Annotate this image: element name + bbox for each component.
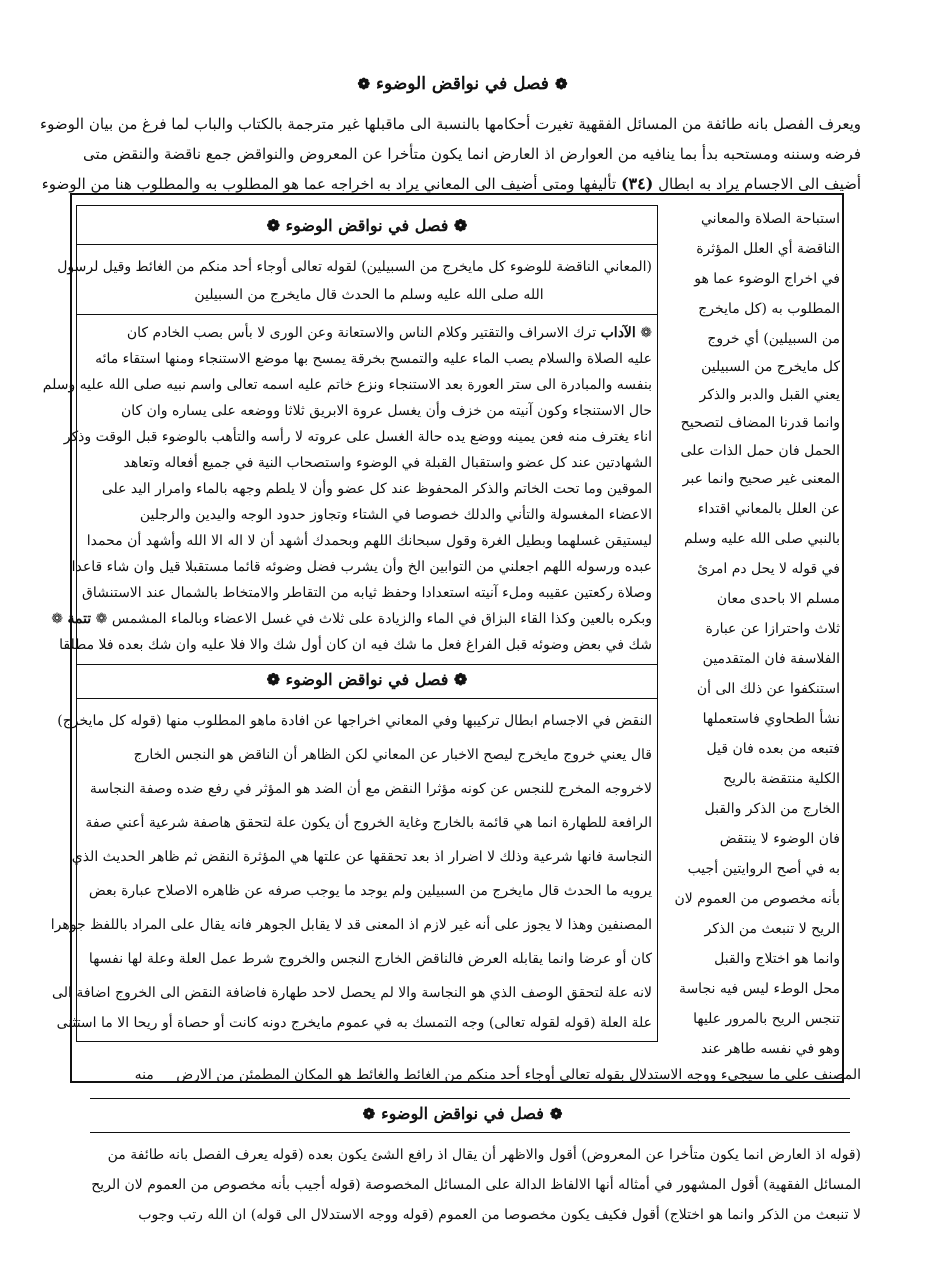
tatimma-line: شك في بعض وضوئه قبل الفراغ فعل ما شك فيه ان كان أول شك والا فلا عليه وان شك بعده فلا مطلقا — [59, 637, 652, 653]
adab-line: اناء يغترف منه فعن يمينه ووضع يده حالة الغسل على عروته لا رأسه والتأهب بالوضوء قبل الوقت وذكر — [63, 429, 652, 445]
margin-line: في اخراج الوضوء عما هو — [694, 271, 840, 287]
margin-line: من السبيلين) أي خروج — [707, 331, 840, 347]
page-number: (٣٤) — [620, 174, 654, 193]
adab-line: عبده ورسوله اللهم اجعلني من التوابين الخ وأن يشرب فضل وضوئه قائما مستقبلا قيل وان شاء قاعدا — [71, 559, 652, 575]
margin-line: فان الوضوء لا ينتقض — [719, 831, 840, 847]
sharh-line: كان أو عرضا وانما يقابله العرض فالناقض الخارج النجس والخروج شرط عمل العلة وعلة لها نفسها — [88, 951, 652, 967]
top-text-line: ويعرف الفصل بانه طائفة من المسائل الفقهية تغيرت أحكامها بالنسبة الى ماقبلها غير مترجمة بالكتاب والباب لما فرغ من بيان الوضوء — [40, 115, 861, 133]
tatimma-tag: تتمة — [67, 611, 92, 627]
ornament-icon: ❁ — [549, 1105, 563, 1123]
footer-header: ❁فصل في نواقض الوضوء❁ — [362, 1104, 563, 1123]
margin-line: المطلوب به (كل مايخرج — [698, 301, 840, 317]
divider — [76, 314, 658, 315]
adab-line: الموقين وما تحت الخاتم والذكر المحفوظ عند كل عضو وأن لا يلطم وجهه بالماء وامرار اليد على — [101, 481, 652, 497]
adab-tag: الآداب — [600, 325, 636, 341]
ornament-icon: ❁ — [554, 75, 568, 93]
divider — [76, 698, 658, 699]
tatimma-line: وبكره بالعين وكذا القاء البزاق في الماء والزيادة على ثلاث في غسل الاعضاء وبالماء المشمس ❁ تتمة ❁ — [51, 611, 652, 627]
margin-line: به في أصح الروايتين أجيب — [687, 861, 840, 877]
margin-line: وانما هو اختلاج والقبل — [714, 951, 840, 967]
inner-header: ❁ فصل في نواقض الوضوء ❁ — [266, 216, 468, 235]
sharh-line: المصنفين وهذا لا يجوز على أنه غير لازم اذ المعنى قد لا يقابل الجوهر فانه يقال على المراد باللفظ جوهرا — [50, 917, 652, 933]
adab-line: بنفسه والمبادرة الى ستر العورة بعد الاستنجاء ونزع خاتم عليه اسمه تعالى واسم نبيه صلى الله عليه وسلم — [42, 377, 652, 393]
margin-line: الخارج من الذكر والقبل — [704, 801, 840, 817]
ornament-icon: ❁ — [448, 670, 468, 689]
matn-line: الله صلى الله عليه وسلم ما الحدث قال مايخرج من السبيلين — [194, 287, 544, 303]
ornament-icon: ❁ — [95, 611, 108, 627]
sharh-line: النجاسة فانها شرعية وذلك لا اضرار اذ بعد تحققها عن علتها هي المؤثرة النقض ثم ظاهر الحديث الذي — [71, 849, 652, 865]
margin-line: فتبعه من بعده فان قيل — [706, 741, 840, 757]
sharh-line: لانه علة لتحقق الوصف الذي هو النجاسة والا لم يحصل لاحد طهارة فاضافة النقض الى الخروج اضافة الى — [52, 985, 652, 1001]
margin-line: ثلاث واحترازا عن عبارة — [705, 621, 840, 637]
footer-line: (قوله اذ العارض انما يكون متأخرا عن المعروض) أقول والاظهر أن يقال اذ رافع الشئ يكون بعده (قوله يعرف الفصل بانه طائفة من — [107, 1147, 861, 1163]
margin-line: وانما قدرنا المضاف لتصحيح — [680, 415, 840, 431]
ornament-icon: ❁ — [362, 1105, 376, 1123]
sharh-line: النقض في الاجسام ابطال تركيبها وفي المعاني اخراجها عن افادة ماهو المطلوب منها (قوله كل مايخرج) — [57, 713, 652, 729]
adab-line: ❁ الآداب ترك الاسراف والتقتير وكلام الناس والاستعانة وعن الورى لا بأس بصب الخادم كان — [126, 325, 652, 341]
adab-line: ليستيقن غسلهما وبطيل الغرة وقول سبحانك اللهم وبحمدك أشهد أن لا اله الا الله وأشهد أن محمدا — [86, 533, 652, 549]
page-title: فصل في نواقض الوضوء — [376, 74, 549, 94]
margin-line: يعني القبل والدبر والذكر — [699, 387, 840, 403]
margin-line: محل الوطء ليس فيه نجاسة — [678, 981, 840, 997]
margin-line: في قوله لا يحل دم امرئ — [697, 561, 840, 577]
ornament-icon: ❁ — [357, 75, 371, 93]
sharh-line: علة العلة (قوله لقوله تعالى) وجه التمسك به في عموم مايخرج دونه كانت أو حصاة أو ريحا الا ما استثنى — [56, 1015, 652, 1031]
divider — [76, 244, 658, 245]
margin-line: الحمل فان حمل الذات على — [680, 443, 840, 459]
sharh-line: الرافعة للطهارة انما هي قائمة بالخارج وغاية الخروج أن يكون علة لتحقق هاصفة شرعية أعني صفة — [85, 815, 652, 831]
margin-line: الريح لا تنبعث من الذكر — [704, 921, 840, 937]
margin-line: المعنى غير صحيح وانما عبر — [682, 471, 840, 487]
adab-line: الاعضاء المغسولة والتأني والدلك خصوصا في الشتاء وتجاوز حدود الوجه واليدين والرجلين — [139, 507, 652, 523]
ornament-icon: ❁ — [266, 670, 286, 689]
divider — [90, 1132, 850, 1133]
margin-line: مسلم الا باحدى معان — [716, 591, 840, 607]
ornament-icon: ❁ — [448, 216, 468, 235]
margin-line: بأنه مخصوص من العموم لان — [674, 891, 840, 907]
margin-line: وهو في نفسه طاهر عند — [701, 1041, 840, 1057]
top-text-line-tail: تأليفها ومتى أضيف الى المعاني يراد به اخراجه عما هو المطلوب به والمطلوب هنا من الوضوء — [41, 175, 617, 193]
margin-line: عن العلل بالمعاني اقتداء — [697, 501, 840, 517]
adab-line: الشهادتين عند كل عضو واستقبال القبلة في الوضوء واستصحاب النية في جميع أفعاله وتعاهد — [123, 455, 652, 471]
divider — [76, 664, 658, 665]
margin-line: تنجس الريح بالمرور عليها — [693, 1011, 840, 1027]
ornament-icon: ❁ — [51, 611, 64, 627]
top-text-line-start: أضيف الى الاجسام يراد به ابطال — [658, 175, 861, 193]
top-text-line: فرضه وسننه ومستحبه بدأ بما ينافيه من العوارض اذ العارض انما يكون متأخرا عن المعروض والنواقض جمع ناقضة والنقض متى — [82, 145, 861, 163]
margin-line: استنكفوا عن ذلك الى أن — [696, 681, 840, 697]
adab-line: وصلاة ركعتين عقيبه وملء آنيته استعدادا وحفظ ثيابه من التقاطر والامتخاط بالشمال عند الاستنشاق — [82, 585, 652, 601]
footer-line: لا تنبعث من الذكر وانما هو اختلاج) أقول فكيف يكون مخصوصا من العموم (قوله ووجه الاستدلال الى قوله) ان الله رتب وجوب — [138, 1207, 861, 1223]
inner-header: ❁ فصل في نواقض الوضوء ❁ — [266, 670, 468, 689]
ornament-icon: ❁ — [640, 325, 652, 341]
sharh-line: قال يعني خروج مايخرج ليصح الاخبار عن المعاني لكن الظاهر أن الناقض هو النجس الخارج — [133, 747, 652, 763]
sharh-line: لاخروجه المخرج للنجس عن كونه مؤثرا النقض مع أن الضد هو المؤثر في رفع ضده وصفة النجاسة — [89, 781, 652, 797]
bottom-mark: منه — [134, 1067, 154, 1083]
margin-line: نشأ الطحاوي فاستعملها — [702, 711, 840, 727]
adab-line: عليه الصلاة والسلام يصب الماء عليه والتمسح بخرقة يمسح بها موضع الاستنجاء ومنها استقاء مائه — [95, 351, 652, 367]
margin-line: الكلية منتقضة بالريح — [723, 771, 840, 787]
ornament-icon: ❁ — [266, 216, 286, 235]
bottom-text-line: المصنف على ما سيجيء ووجه الاستدلال بقوله تعالى أوجاء أحد منكم من الغائط والغائط هو المكان المطمئن من الارض منه — [134, 1067, 861, 1083]
footer-line: المسائل الفقهية) أقول المشهور في أمثاله أنها الالفاظ الدالة على المسائل المخصوصة (قوله أجيب بأنه مخصوص من العموم لان الريح — [91, 1177, 861, 1193]
page-header — [0, 74, 925, 94]
matn-line: (المعاني الناقضة للوضوء كل مايخرج من السبيلين) لقوله تعالى أوجاء أحد منكم من الغائط وقيل لرسول — [57, 259, 652, 275]
divider — [90, 1098, 850, 1099]
margin-line: الفلاسفة فان المتقدمين — [702, 651, 840, 667]
margin-line: بالنبي صلى الله عليه وسلم — [684, 531, 840, 547]
margin-line: كل مايخرج من السبيلين — [701, 359, 840, 375]
sharh-line: يرويه ما الحدث قال مايخرج من السبيلين ولم يوجد ما يوجب صرفه عن ظاهره الاصلاح عبارة بعض — [88, 883, 652, 899]
adab-line: حال الاستنجاء وكون آنيته من خزف وأن يغسل عروة الابريق ثلاثا ووضعه على يساره وان كان — [120, 403, 652, 419]
margin-line: استباحة الصلاة والمعاني — [701, 211, 840, 227]
margin-line: الناقضة أي العلل المؤثرة — [696, 241, 840, 257]
